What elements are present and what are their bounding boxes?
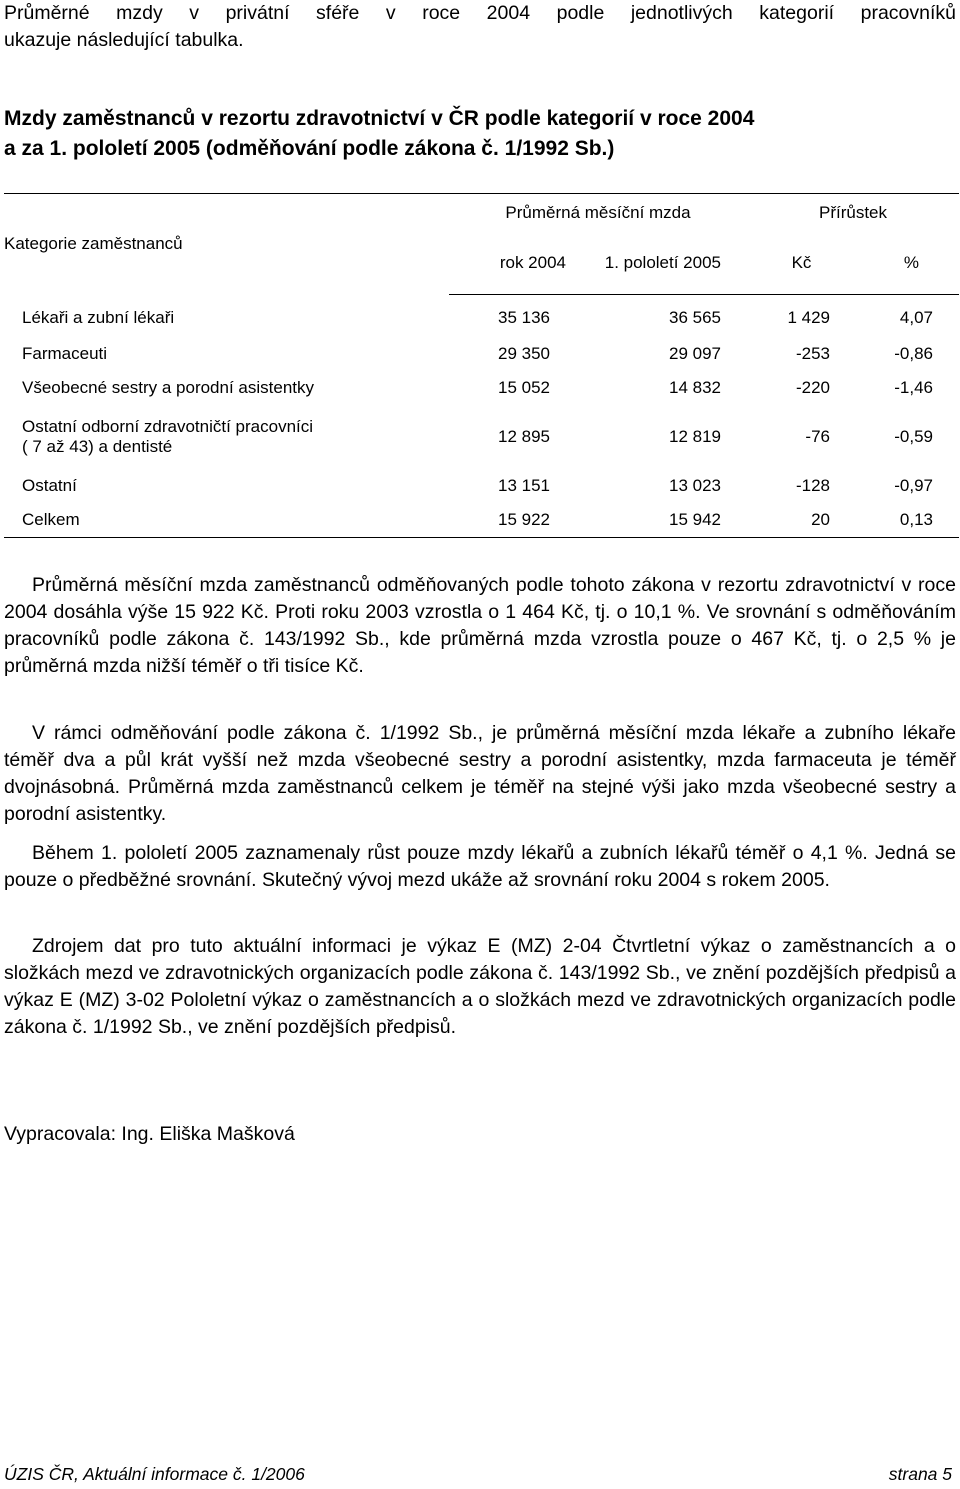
- footer-page-number: strana 5: [888, 1464, 952, 1484]
- row-pct: -0,86: [894, 344, 933, 363]
- row-2005: 14 832: [669, 378, 721, 397]
- row-pct: 0,13: [856, 503, 959, 538]
- table-title: [4, 104, 904, 164]
- row-2004: 13 151: [498, 476, 550, 495]
- row-2004: 35 136: [498, 308, 550, 327]
- row-2005: 12 819: [669, 427, 721, 446]
- row-category: Všeobecné sestry a porodní asistentky: [22, 378, 314, 397]
- row-category-line-2: ( 7 až 43) a dentisté: [22, 437, 173, 456]
- footer-source: ÚZIS ČR, Aktuální informace č. 1/2006: [4, 1464, 305, 1484]
- intro-line-1: Průměrné mzdy v privátní sféře v roce 2004 podle jednotlivých kategorií pracovníků: [4, 2, 956, 24]
- row-category: Lékaři a zubní lékaři: [22, 307, 175, 327]
- row-category: Celkem: [4, 503, 449, 538]
- row-kc: -253: [795, 344, 830, 363]
- table-row: [4, 503, 959, 538]
- row-2004: 15 922: [449, 503, 576, 538]
- table-title-line-1: Mzdy zaměstnanců v rezortu zdravotnictví v ČR podle kategorií v roce 2004: [4, 107, 755, 130]
- header-increase: Přírůstek: [747, 194, 959, 233]
- table-row: [4, 371, 959, 405]
- table-row: [4, 337, 959, 371]
- header-col-2005: 1. pololetí 2005: [576, 232, 747, 295]
- wage-table: [4, 193, 959, 538]
- row-category: [4, 405, 449, 469]
- intro-line-2: ukazuje následující tabulka.: [4, 29, 244, 51]
- row-2005: 36 565: [669, 308, 721, 327]
- header-col-2004: rok 2004: [449, 232, 576, 295]
- row-kc: -128: [795, 476, 830, 495]
- row-kc: -220: [795, 378, 830, 397]
- row-pct: -0,97: [894, 476, 933, 495]
- table-header-row-1: [4, 194, 959, 233]
- table-row: [4, 295, 959, 338]
- row-2004: 15 052: [498, 378, 550, 397]
- header-avg-wage: Průměrná měsíční mzda: [449, 194, 747, 233]
- row-2005: 15 942: [576, 503, 747, 538]
- paragraph-2: V rámci odměňování podle zákona č. 1/1992 Sb., je průměrná měsíční mzda lékaře a zubního lékaře téměř dva a půl krát vyšší než mzda všeobecné sestry a porodní asistentky, mzda farmaceuta je téměř dvojnásobná. Průměrná mzda zaměstnanců celkem je téměř na stejné výši jako mzda všeobecné sestry a porodní asistentky.: [4, 722, 956, 825]
- row-pct: 4,07: [899, 308, 933, 327]
- row-pct: -0,59: [894, 427, 933, 446]
- table-row: [4, 469, 959, 503]
- header-col-kc: Kč: [747, 232, 856, 295]
- header-col-pct: %: [856, 232, 959, 295]
- row-category: Farmaceuti: [22, 344, 108, 363]
- author: Vypracovala: Ing. Eliška Mašková: [4, 1123, 295, 1145]
- row-2005: 29 097: [669, 344, 721, 363]
- paragraph-1: Průměrná měsíční mzda zaměstnanců odměňovaných podle tohoto zákona v rezortu zdravotnictví v roce 2004 dosáhla výše 15 922 Kč. Proti roku 2003 vzrostla o 1 464 Kč, tj. o 10,1 %. Ve srovnání s odměňováním pracovníků podle zákona č. 143/1992 Sb., kde průměrná mzda vzrostla pouze o 467 Kč, tj. o 2,5 % je průměrná mzda nižší téměř o tři tisíce Kč.: [4, 574, 956, 677]
- table-title-line-2: a za 1. pololetí 2005 (odměňování podle zákona č. 1/1992 Sb.): [4, 137, 615, 160]
- row-category-line-1: Ostatní odborní zdravotničtí pracovníci: [22, 417, 314, 436]
- paragraph-3: Během 1. pololetí 2005 zaznamenaly růst pouze mzdy lékařů a zubních lékařů téměř o 4,1 %. Jedná se pouze o předběžné srovnání. Skutečný vývoj mezd ukáže až srovnání roku 2004 s rokem 2005.: [4, 842, 956, 891]
- row-2004: 12 895: [498, 427, 550, 446]
- row-2005: 13 023: [669, 476, 721, 495]
- row-category: Ostatní: [22, 476, 77, 495]
- row-kc: 1 429: [787, 308, 830, 327]
- row-kc: 20: [747, 503, 856, 538]
- row-pct: -1,46: [894, 378, 933, 397]
- row-kc: -76: [805, 427, 830, 446]
- table-row: [4, 405, 959, 469]
- paragraph-4: Zdrojem dat pro tuto aktuální informaci je výkaz E (MZ) 2-04 Čtvrtletní výkaz o zaměstnancích a o složkách mezd ve zdravotnických organizacích podle zákona č. 143/1992 Sb., ve znění pozdějších předpisů a výkaz E (MZ) 3-02 Pololetní výkaz o zaměstnancích a o složkách mezd ve zdravotnických organizacích podle zákona č. 1/1992 Sb., ve znění pozdějších předpisů.: [4, 935, 956, 1038]
- row-2004: 29 350: [498, 344, 550, 363]
- header-category: Kategorie zaměstnanců: [4, 194, 449, 295]
